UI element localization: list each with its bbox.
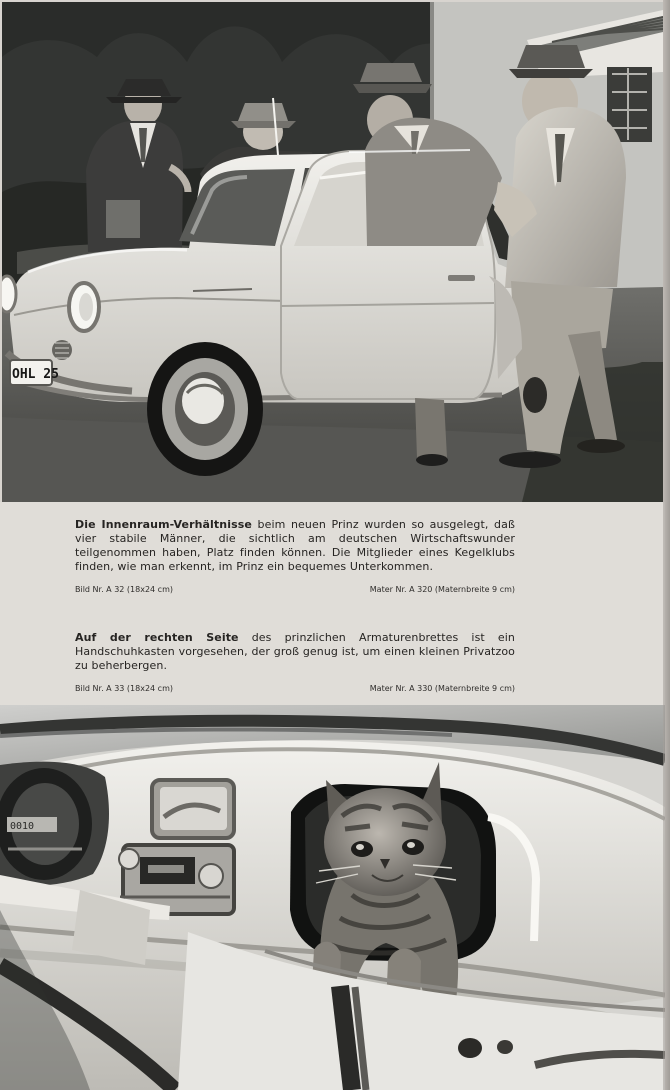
bild-number-a33: Bild Nr. A 33 (18x24 cm) [75,684,173,693]
men-with-car-photo [2,2,663,502]
dashboard-kitten-photo [0,705,665,1090]
caption-armaturenbrett-heading: Auf der rechten Seite [75,631,239,644]
caption-innenraum-body: beim neuen Prinz wurden so ausgelegt, daß vier stabile Männer, die sichtlich am deutschen Wirtschaftswunder teilgenommen haben, Platz finden können. Die Mitglieder eines Kegelklubs finden, wie man erkennt, im Prinz ein bequemes Unterkommen. [75,518,515,573]
caption-innenraum-metadata [75,584,515,599]
caption-panel [0,502,665,705]
caption-armaturenbrett-body: des prinzlichen Armaturenbrettes ist ein Handschuhkasten vorgesehen, der groß genug ist, um einen kleinen Privatzoo zu beherbergen. [75,631,515,672]
dashboard-kitten-illustration [0,705,665,1090]
caption-armaturenbrett-metadata [75,683,515,698]
caption-armaturenbrett [75,631,515,698]
caption-armaturenbrett-text [75,631,515,673]
mater-number-a330: Mater Nr. A 330 (Maternbreite 9 cm) [369,684,515,693]
men-with-car-illustration [2,2,663,502]
bild-number-a32: Bild Nr. A 32 (18x24 cm) [75,585,173,594]
caption-innenraum [75,518,515,599]
paper-edge [663,0,670,1090]
caption-innenraum-text [75,518,515,574]
license-plate-text: OHL 25 [12,367,59,382]
svg-text:0010: 0010 [10,821,35,832]
mater-number-a320: Mater Nr. A 320 (Maternbreite 9 cm) [369,585,515,594]
caption-innenraum-heading: Die Innenraum-Verhältnisse [75,518,252,531]
